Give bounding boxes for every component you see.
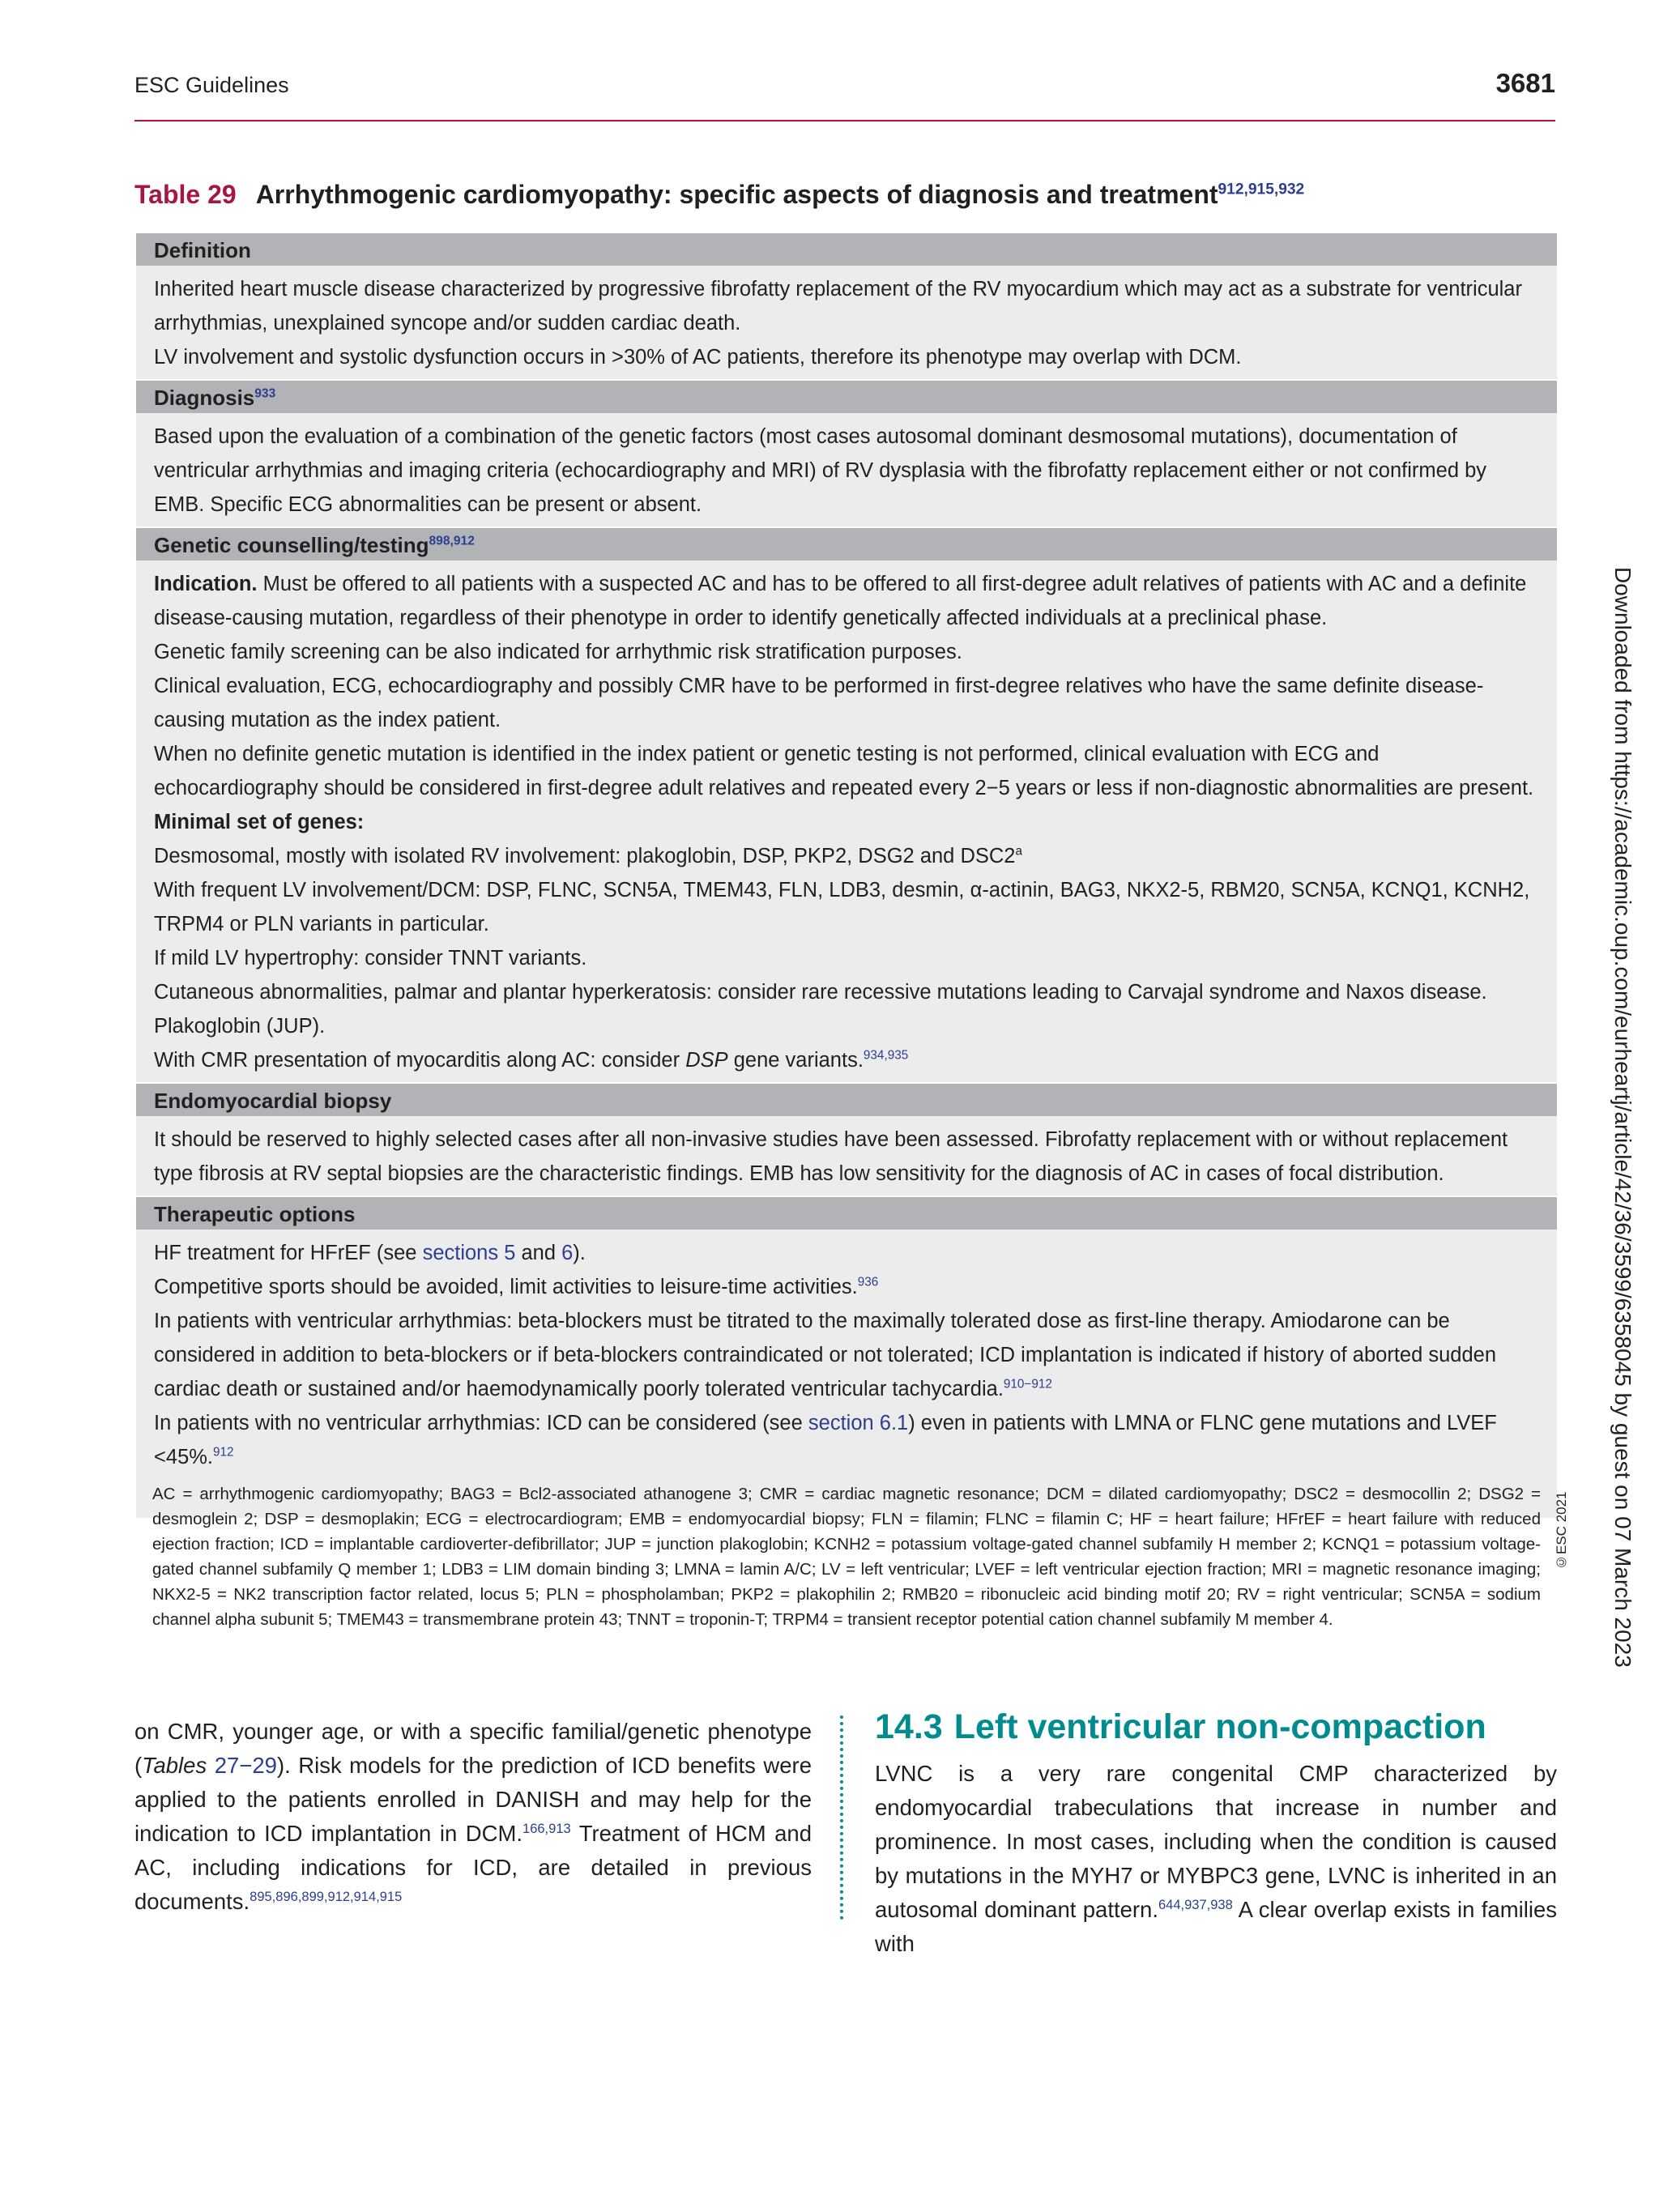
table-footnote: AC = arrhythmogenic cardiomyopathy; BAG3 = Bcl2-associated athanogene 3; CMR = cardiac magnetic resonance; DCM = dilated cardiomyopathy; DSC2 = desmocollin 2; DSG2 = desmoglein 2; DSP = desmoplakin; ECG = electrocardiogram; EMB = endomyocardial biopsy; FLN = filamin; FLNC = filamin C; HF = heart failure; HFrEF = heart failure with reduced ejection fraction; ICD = implantable cardioverter-defibrillator; JUP = junction plakoglobin; KCNH2 = potassium voltage-gated channel subfamily H member 2; KCNQ1 = potassium voltage-gated channel subfamily Q member 1; LDB3 = LIM domain binding 3; LMNA = lamin A/C; LV = left ventricular; LVEF = left ventricular ejection fraction; MRI = magnetic resonance imaging; NKX2-5 = NK2 transcription factor related, locus 5; PLN = phospholamban; PKP2 = plakophilin 2; RMB20 = ribonucleic acid binding motif 20; RV = right ventricular; SCN5A = sodium channel alpha subunit 5; TMEM43 = transmembrane protein 43; TNNT = troponin-T; TRPM4 = transient receptor potential cation channel subfamily M member 4. (152, 1485, 1541, 1629)
section-6-1-link[interactable]: section 6.1 (808, 1412, 909, 1434)
left-text-mid: ). Risk models for the prediction of ICD benefits were applied to the patients enrolled in DANISH and may help for the indication to ICD implantation in DCM. (134, 1753, 812, 1846)
header-rule (134, 120, 1555, 121)
section-diagnosis-body (136, 413, 1557, 526)
right-text: LVNC is a very rare congenital CMP characterized by endomyocardial trabeculations that increase in number and prominence. In most cases, including when the condition is caused by mutations in the MYH7 or MYBPC3 gene, LVNC is inherited in an autosomal dominant pattern. (875, 1761, 1557, 1922)
va-refs[interactable]: 910−912 (1003, 1377, 1052, 1392)
table-number: Table 29 (134, 180, 237, 209)
column-divider (840, 1715, 843, 1920)
section-biopsy-body (136, 1116, 1557, 1196)
right-text-post: A clear overlap exists in families with (875, 1897, 1557, 1956)
definition-line: LV involvement and systolic dysfunction occurs in >30% of AC patients, therefore its phenotype may overlap with DCM. (154, 346, 1242, 369)
left-text-pre: on CMR, younger age, or with a specific familial/genetic phenotype ( (134, 1719, 812, 1778)
left-column (134, 1715, 812, 1919)
section-biopsy-heading: Endomyocardial biopsy (136, 1082, 1557, 1116)
section-6-link[interactable]: 6 (561, 1242, 574, 1264)
cmr-refs[interactable]: 934,935 (863, 1048, 909, 1063)
page-number: 3681 (1495, 68, 1555, 98)
genetic-line: Cutaneous abnormalities, palmar and plantar hyperkeratosis: consider rare recessive mutations leading to Carvajal syndrome and Naxos disease. Plakoglobin (JUP). (154, 981, 1487, 1038)
desmosomal-text: Desmosomal, mostly with isolated RV involvement: plakoglobin, DSP, PKP2, DSG2 and DSC2 (154, 845, 1016, 867)
hf-post: ). (573, 1242, 586, 1264)
indication-label: Indication. (154, 573, 258, 595)
minimal-genes-label: Minimal set of genes: (154, 811, 365, 833)
table-29 (136, 232, 1557, 1518)
va-text: In patients with ventricular arrhythmias: beta-blockers must be titrated to the maximally tolerated dose as first-line therapy. Amiodarone can be considered in addition to beta-blockers or if beta-blockers contraindicated or not tolerated; ICD implantation is indicated if history of aborted sudden cardiac death or sustained and/or haemodynamically poorly tolerated ventricular tachycardia. (154, 1310, 1497, 1400)
left-refs-1[interactable]: 166,913 (522, 1821, 571, 1836)
nova-post: ) even in patients with LMNA or FLNC gene mutations and LVEF <45%. (154, 1412, 1497, 1468)
genetic-refs[interactable]: 898,912 (429, 534, 475, 548)
therapy-line (154, 1236, 1539, 1270)
right-refs[interactable]: 644,937,938 (1158, 1897, 1233, 1912)
genetic-line: Genetic family screening can be also indicated for arrhythmic risk stratification purposes. (154, 641, 962, 663)
diagnosis-refs[interactable]: 933 (254, 386, 276, 401)
table-name: Arrhythmogenic cardiomyopathy: specific aspects of diagnosis and treatment (255, 180, 1218, 209)
tables-word: Tables (142, 1753, 207, 1778)
genetic-line: Clinical evaluation, ECG, echocardiography and possibly CMR have to be performed in first-degree relatives who have the same definite disease-causing mutation as the index patient. (154, 675, 1484, 731)
genetic-line: When no definite genetic mutation is identified in the index patient or genetic testing is not performed, clinical evaluation with ECG and echocardiography should be considered in first-degree adult relatives and repeated every 2−5 years or less if non-diagnostic abnormalities are present. (154, 743, 1534, 799)
section-heading (875, 1705, 1557, 1749)
right-column (875, 1705, 1557, 1961)
cmr-post: gene variants. (727, 1049, 864, 1072)
sports-text: Competitive sports should be avoided, limit activities to leisure-time activities. (154, 1276, 858, 1298)
section-diagnosis-heading (136, 379, 1557, 413)
hf-mid: and (515, 1242, 562, 1264)
genetic-line (154, 1043, 1539, 1077)
section-heading-title: Left ventricular non-compaction (953, 1707, 1486, 1746)
cmr-gene: DSP (685, 1049, 728, 1072)
desmosomal-footnote-mark: a (1015, 844, 1022, 859)
indication-paragraph (154, 567, 1539, 635)
therapy-line (154, 1304, 1539, 1406)
download-watermark: Downloaded from https://academic.oup.com/eurheartj/article/42/36/3599/6358045 by guest on 07 March 2023 (1610, 567, 1636, 1668)
section-definition-body (136, 266, 1557, 379)
running-head: ESC Guidelines (134, 73, 289, 97)
sports-refs[interactable]: 936 (857, 1275, 879, 1289)
table-title (134, 180, 1304, 210)
table-title-refs[interactable]: 912,915,932 (1218, 181, 1305, 198)
biopsy-line: It should be reserved to highly selected cases after all non-invasive studies have been assessed. Fibrofatty replacement with or without replacement type fibrosis at RV septal biopsies are the characteristic findings. EMB has low sensitivity for the diagnosis of AC in cases of focal distribution. (154, 1128, 1508, 1185)
nova-pre: In patients with no ventricular arrhythmias: ICD can be considered (see (154, 1412, 808, 1434)
left-text-post: Treatment of HCM and AC, including indications for ICD, are detailed in previous documents. (134, 1821, 812, 1914)
nova-refs[interactable]: 912 (213, 1445, 234, 1460)
therapy-line (154, 1406, 1539, 1474)
diagnosis-heading-text: Diagnosis (154, 386, 255, 410)
genetic-heading-text: Genetic counselling/testing (154, 533, 429, 557)
section-therapy-body (136, 1230, 1557, 1479)
left-paragraph (134, 1715, 812, 1919)
sections-5-link[interactable]: sections 5 (422, 1242, 516, 1264)
section-heading-number: 14.3 (875, 1707, 943, 1746)
section-therapy-heading: Therapeutic options (136, 1196, 1557, 1230)
esc-copyright: ©ESC 2021 (1554, 1491, 1569, 1570)
right-paragraph (875, 1757, 1557, 1961)
section-definition-heading: Definition (136, 232, 1557, 266)
tables-27-29-link[interactable]: 27−29 (214, 1753, 277, 1778)
section-genetic-heading (136, 526, 1557, 560)
definition-line: Inherited heart muscle disease characterized by progressive fibrofatty replacement of the RV myocardium which may act as a substrate for ventricular arrhythmias, unexplained syncope and/or sudden cardiac death. (154, 278, 1522, 335)
genetic-line: If mild LV hypertrophy: consider TNNT variants. (154, 947, 587, 970)
section-genetic-body (136, 560, 1557, 1082)
cmr-pre: With CMR presentation of myocarditis along AC: consider (154, 1049, 686, 1072)
genetic-line: With frequent LV involvement/DCM: DSP, FLNC, SCN5A, TMEM43, FLN, LDB3, desmin, α-actinin, BAG3, NKX2-5, RBM20, SCN5A, KCNQ1, KCNH2, TRPM4 or PLN variants in particular. (154, 879, 1530, 936)
diagnosis-line: Based upon the evaluation of a combination of the genetic factors (most cases autosomal dominant desmosomal mutations), documentation of ventricular arrhythmias and imaging criteria (echocardiography and MRI) of RV dysplasia with the fibrofatty replacement either or not confirmed by EMB. Specific ECG abnormalities can be present or absent. (154, 425, 1487, 516)
left-refs-2[interactable]: 895,896,899,912,914,915 (249, 1889, 403, 1904)
hf-pre: HF treatment for HFrEF (see (154, 1242, 423, 1264)
genetic-line (154, 839, 1539, 873)
indication-text: Must be offered to all patients with a suspected AC and has to be offered to all first-degree adult relatives of patients with AC and a definite disease-causing mutation, regardless of their phenotype in order to identify genetically affected individuals at a preclinical phase. (154, 573, 1527, 629)
therapy-line (154, 1270, 1539, 1304)
